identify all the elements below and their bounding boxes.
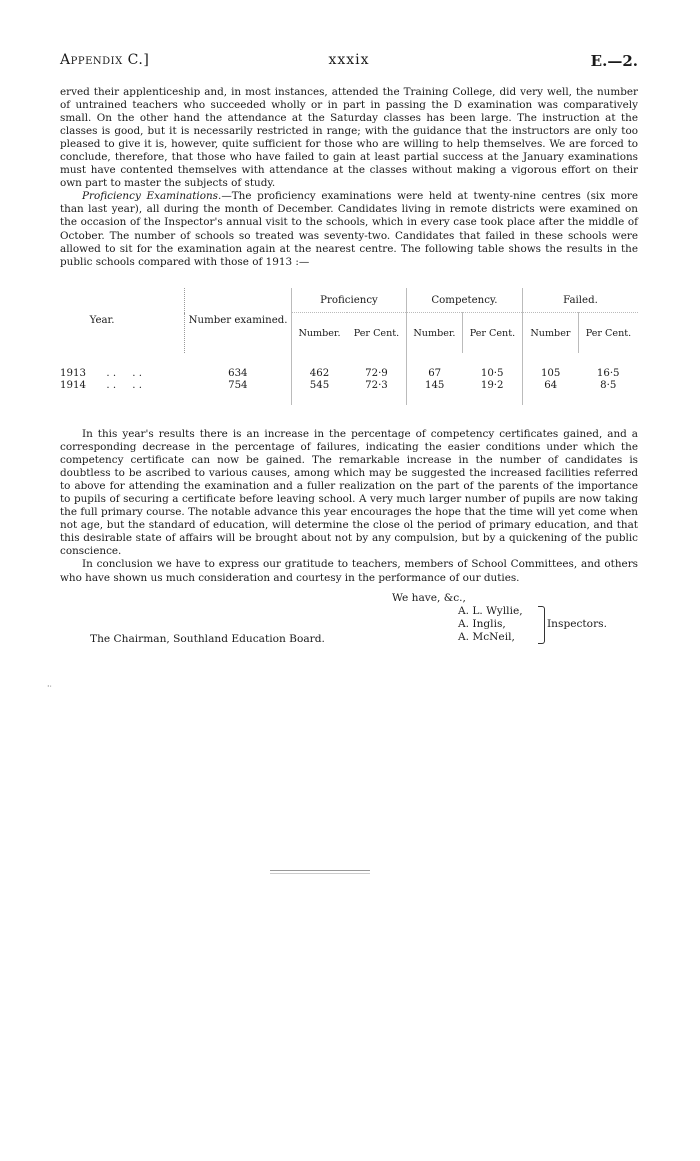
header-competency: Competency.: [406, 288, 522, 313]
leader-dots: . . . .: [106, 379, 142, 391]
row-fail-number: 105: [522, 367, 578, 379]
signatory-mcneil: A. McNeil,: [458, 631, 515, 643]
paragraph-training: erved their applenticeship and, in most instances, attended the Training College, did very well, the number of untrained teachers who succeeded wholly or in part in passing the D examination was comparatively small. On the other hand the attendance at the Saturday classes has been large. The instruction at the classes is good, but it is necessarily restricted in range; with the guidance that the instructors are only too pleased to give it is, however, quite sufficient for those who are willing to help themselves. We are forced to conclude, therefore, that those who have failed to gain at least partial success at the January examinations must have contented themselves with attendance at the classes without making a vigorous effort on their own part to master the subjects of study.: [60, 86, 638, 190]
row-prof-percent: 72·9: [365, 367, 388, 379]
table-group-header: [60, 288, 638, 313]
addressee: The Chairman, Southland Education Board.: [90, 633, 325, 645]
table-row: [60, 379, 638, 391]
row-comp-number: 67: [406, 367, 462, 379]
row-year: 1914: [60, 379, 86, 391]
paragraph-conclusion: In conclusion we have to express our gratitude to teachers, members of School Committees, and others who have shown us much consideration and courtesy in the performance of our duties.: [60, 558, 638, 584]
header-fail-percent: Per Cent.: [578, 313, 638, 354]
header-failed: Failed.: [522, 288, 638, 313]
row-fail-percent: 8·5: [600, 379, 617, 391]
row-examined: 754: [228, 379, 248, 391]
header-number-examined: Number examined.: [188, 315, 288, 326]
row-prof-percent: 72·3: [365, 379, 388, 391]
appendix-label: Appendix C.]: [60, 52, 150, 68]
stray-mark-icon: ·ᐧ: [47, 682, 52, 691]
row-examined: 634: [228, 367, 248, 379]
row-prof-number: 545: [292, 379, 347, 391]
paragraph-proficiency: [60, 190, 638, 268]
signatory-wyllie: A. L. Wyllie,: [458, 605, 523, 617]
proficiency-heading: Proficiency Examinations.: [82, 190, 222, 203]
row-comp-percent: 10·5: [480, 367, 504, 379]
proficiency-text: —The proficiency examinations were held at twenty-nine centres (six more than last year), all during the month of December. Candidates living in remote districts were examined on the occasion of the Inspector's annual visit to the schools, which in every case took place after the middle of October. The number of schools so treated was seventy-two. Candidates that failed in these schools were allowed to sit for the examination again at the nearest centre. The following table shows the results in the public schools compared with those of 1913 :—: [60, 190, 639, 268]
signatory-role: Inspectors.: [547, 618, 607, 630]
header-prof-number: Number.: [292, 313, 347, 354]
page-number: xxxix: [328, 52, 370, 68]
document-code: E.—2.: [590, 52, 638, 70]
header-fail-number: Number: [522, 313, 578, 354]
header-comp-percent: Per Cent.: [462, 313, 522, 354]
brace-icon: [538, 606, 545, 644]
divider-rule-secondary: [270, 873, 370, 874]
row-fail-percent: 16·5: [596, 367, 620, 379]
row-comp-percent: 19·2: [480, 379, 504, 391]
table-row: [60, 367, 638, 379]
header-proficiency: Proficiency: [292, 288, 407, 313]
row-comp-number: 145: [406, 379, 462, 391]
row-year: 1913: [60, 367, 86, 379]
results-table: [60, 288, 638, 405]
signatory-inglis: A. Inglis,: [458, 618, 506, 630]
closing-phrase: We have, &c.,: [392, 592, 466, 604]
body-text-top: [60, 86, 638, 269]
header-comp-number: Number.: [406, 313, 462, 354]
row-fail-number: 64: [522, 379, 578, 391]
paragraph-results: In this year's results there is an increase in the percentage of competency certificates gained, and a corresponding decrease in the percentage of failures, indicating the easier conditions under which the competency certificate can now be gained. The remarkable increase in the number of candidates is doubtless to be ascribed to various causes, among which may be suggested the increased facilities referred to above for attending the examination and a fuller realization on the part of the parents of the importance to pupils of securing a certificate before leaving school. A very much larger number of pupils are now taking the full primary course. The notable advance this year encourages the hope that the time will yet come when not age, but the standard of education, will determine the close ol the period of primary education, and that this desirable state of affairs will be brought about not by any compulsion, but by a quickening of the public conscience.: [60, 428, 638, 558]
header-prof-percent: Per Cent.: [347, 313, 407, 354]
divider-rule: [270, 870, 370, 871]
signoff-block: [60, 592, 638, 652]
page-header: [60, 52, 638, 72]
body-text-bottom: [60, 428, 638, 585]
leader-dots: . . . .: [106, 367, 142, 379]
row-prof-number: 462: [292, 367, 347, 379]
header-year: Year.: [89, 315, 115, 326]
